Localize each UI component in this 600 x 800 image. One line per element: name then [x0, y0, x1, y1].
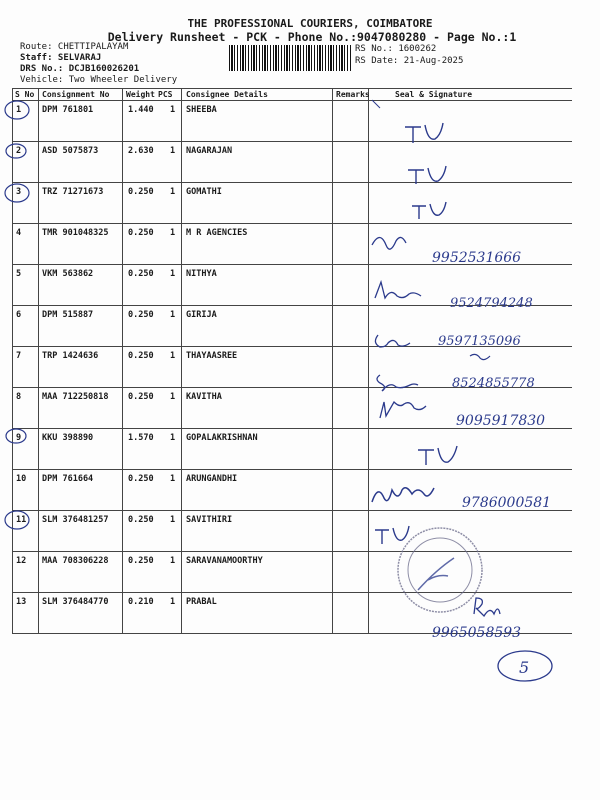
handwritten-phone: 9965058593	[432, 625, 522, 641]
row-consignment-no: ASD 5075873	[42, 146, 99, 156]
scribble-mark	[470, 354, 490, 359]
row-consignment-no: TRP 1424636	[42, 351, 99, 361]
row-pcs: 1	[170, 433, 176, 443]
row-divider	[12, 346, 572, 347]
row-divider	[12, 305, 572, 306]
row-pcs: 1	[170, 556, 176, 566]
row-serial: 11	[16, 515, 27, 525]
staff-label: Staff: SELVARAJ	[20, 53, 102, 63]
row-consignment-no: SLM 376481257	[42, 515, 109, 525]
row-consignment-no: TRZ 71271673	[42, 187, 104, 197]
handwritten-phone: 9095917830	[456, 413, 546, 429]
header-weight: Weight	[126, 90, 155, 99]
row-serial: 8	[16, 392, 22, 402]
table-bottom-line	[12, 633, 572, 634]
row-serial: 10	[16, 474, 27, 484]
handwritten-phone: 9786000581	[462, 495, 552, 511]
page-count: 5	[519, 658, 530, 677]
scribble-signature	[375, 282, 421, 298]
row-divider	[12, 428, 572, 429]
row-consignee: SHEEBA	[186, 105, 217, 115]
row-consignment-no: MAA 712250818	[42, 392, 109, 402]
row-divider	[12, 264, 572, 265]
drs-label: DRS No.: DCJB160026201	[20, 64, 140, 74]
tw-signature	[375, 526, 409, 544]
page-count-circle	[498, 651, 552, 681]
row-pcs: 1	[170, 228, 176, 238]
header-seal: Seal & Signature	[395, 90, 473, 99]
row-weight: 2.630	[128, 146, 154, 156]
row-serial: 1	[16, 105, 22, 115]
barcode	[229, 45, 351, 71]
row-divider	[12, 551, 572, 552]
scribble-signature	[372, 488, 434, 502]
row-consignee: GOPALAKRISHNAN	[186, 433, 258, 443]
row-consignment-no: SLM 376484770	[42, 597, 109, 607]
row-weight: 0.250	[128, 474, 154, 484]
row-consignee: ARUNGANDHI	[186, 474, 238, 484]
runsheet-subtitle: Delivery Runsheet - PCK - Phone No.:9047080280 - Page No.:1	[107, 30, 517, 44]
row-weight: 0.250	[128, 515, 154, 525]
row-consignee: GOMATHI	[186, 187, 222, 197]
row-divider	[12, 141, 572, 142]
row-consignment-no: TMR 901048325	[42, 228, 109, 238]
tw-signature	[405, 123, 443, 143]
row-pcs: 1	[170, 597, 176, 607]
row-divider	[12, 182, 572, 183]
company-seal	[398, 528, 482, 612]
row-consignee: THAYAASREE	[186, 351, 238, 361]
route-label: Route: CHETTIPALAYAM	[20, 42, 129, 52]
row-consignment-no: DPM 761801	[42, 105, 94, 115]
header-consignee: Consignee Details	[186, 90, 268, 99]
row-consignment-no: VKM 563862	[42, 269, 94, 279]
scribble-signature	[474, 598, 500, 616]
handwritten-phone: 9952531666	[432, 250, 522, 266]
row-divider	[12, 592, 572, 593]
row-consignee: M R AGENCIES	[186, 228, 248, 238]
row-pcs: 1	[170, 105, 176, 115]
row-weight: 0.210	[128, 597, 154, 607]
row-consignee: GIRIJA	[186, 310, 217, 320]
row-consignee: KAVITHA	[186, 392, 222, 402]
row-weight: 1.440	[128, 105, 154, 115]
row-pcs: 1	[170, 392, 176, 402]
row-consignee: SARAVANAMOORTHY	[186, 556, 263, 566]
row-serial: 3	[16, 187, 22, 197]
vehicle-label: Vehicle: Two Wheeler Delivery	[20, 75, 178, 85]
row-consignee: NITHYA	[186, 269, 217, 279]
header-remarks: Remarks	[336, 90, 370, 99]
row-weight: 0.250	[128, 269, 154, 279]
scribble-signature	[380, 402, 426, 418]
scribble-signature	[377, 375, 418, 391]
pen-stroke	[372, 100, 380, 108]
table-header-line	[12, 100, 572, 101]
rs-number: RS No.: 1600262	[355, 44, 437, 54]
row-consignment-no: DPM 761664	[42, 474, 94, 484]
row-consignee: SAVITHIRI	[186, 515, 233, 525]
row-pcs: 1	[170, 474, 176, 484]
row-consignment-no: DPM 515887	[42, 310, 94, 320]
row-pcs: 1	[170, 269, 176, 279]
handwritten-phone: 9597135096	[438, 334, 521, 349]
row-pcs: 1	[170, 351, 176, 361]
row-weight: 0.250	[128, 228, 154, 238]
row-pcs: 1	[170, 515, 176, 525]
table-top-line	[12, 88, 572, 89]
row-serial: 12	[16, 556, 27, 566]
header-pcs: PCS	[158, 90, 173, 99]
row-serial: 5	[16, 269, 22, 279]
row-serial: 9	[16, 433, 22, 443]
row-weight: 1.570	[128, 433, 154, 443]
rs-date: RS Date: 21-Aug-2025	[355, 56, 464, 66]
row-consignee: PRABAL	[186, 597, 217, 607]
row-weight: 0.250	[128, 556, 154, 566]
row-weight: 0.250	[128, 392, 154, 402]
handwritten-phone: 8524855778	[452, 376, 535, 391]
row-serial: 6	[16, 310, 22, 320]
header-sno: S No	[15, 90, 35, 99]
row-serial: 13	[16, 597, 27, 607]
company-title: THE PROFESSIONAL COURIERS, COIMBATORE	[187, 17, 433, 30]
row-serial: 7	[16, 351, 22, 361]
row-weight: 0.250	[128, 351, 154, 361]
row-consignment-no: KKU 398890	[42, 433, 94, 443]
row-serial: 4	[16, 228, 22, 238]
row-divider	[12, 387, 572, 388]
scribble-signature	[372, 237, 406, 249]
row-consignment-no: MAA 708306228	[42, 556, 109, 566]
tw-signature	[412, 202, 446, 219]
tw-signature	[418, 446, 457, 465]
row-divider	[12, 510, 572, 511]
row-consignee: NAGARAJAN	[186, 146, 233, 156]
handwritten-phone: 9524794248	[450, 296, 533, 311]
row-pcs: 1	[170, 187, 176, 197]
row-pcs: 1	[170, 310, 176, 320]
row-divider	[12, 469, 572, 470]
row-serial: 2	[16, 146, 22, 156]
header-consignment: Consignment No	[42, 90, 110, 99]
row-weight: 0.250	[128, 187, 154, 197]
row-weight: 0.250	[128, 310, 154, 320]
row-divider	[12, 223, 572, 224]
row-pcs: 1	[170, 146, 176, 156]
